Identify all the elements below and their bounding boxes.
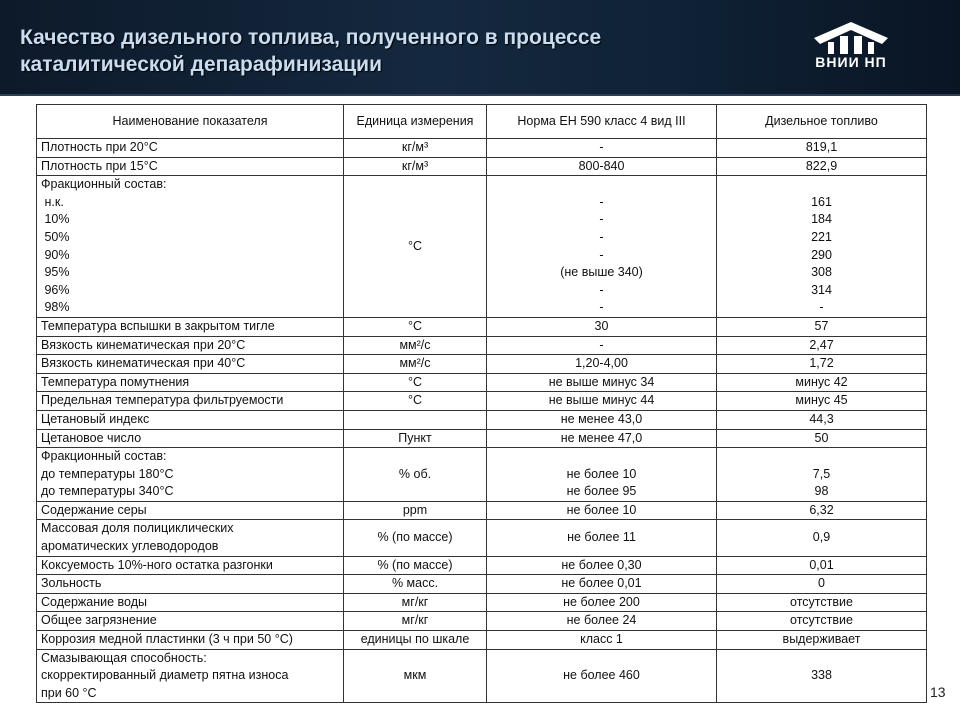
logo-text: ВНИИ НП <box>815 54 887 70</box>
column-header-norm: Норма ЕН 590 класс 4 вид III <box>487 105 717 139</box>
row-value-cell <box>717 176 927 318</box>
row-unit-cell <box>344 556 487 575</box>
row-unit-cell <box>344 336 487 355</box>
row-value-cell-text: 50 <box>814 430 829 445</box>
slide-title-line1: Качество дизельного топлива, полученного в процессе <box>20 26 602 49</box>
row-unit-cell <box>344 410 487 429</box>
row-name-cell <box>37 649 344 703</box>
row-unit-cell-text: % (по массе) <box>377 557 453 572</box>
row-value-cell <box>717 317 927 336</box>
row-unit-cell-text: °С <box>407 318 423 333</box>
row-unit-cell-text: кг/м³ <box>401 140 429 154</box>
row-norm-cell-text: не более 10 <box>566 502 637 517</box>
row-norm-cell-text: не более 0,01 <box>561 576 642 591</box>
row-norm-cell-text: не более 460 <box>563 668 640 683</box>
row-unit-cell <box>344 429 487 448</box>
table-row <box>37 649 927 703</box>
row-norm-cell-text: не более 11 <box>567 530 636 545</box>
row-norm-cell <box>487 157 717 176</box>
row-value-cell <box>717 410 927 429</box>
row-unit-cell <box>344 631 487 650</box>
table-row <box>37 593 927 612</box>
vnii-np-logo <box>796 20 906 78</box>
header-banner <box>0 0 960 96</box>
row-value-cell-text: 2,47 <box>809 337 834 352</box>
table-row <box>37 501 927 520</box>
row-norm-cell-text: - <box>599 337 604 352</box>
row-name-cell <box>37 520 344 556</box>
row-unit-cell <box>344 157 487 176</box>
row-norm-cell-text: - - - - (не выше 340) - - <box>560 194 643 315</box>
row-unit-cell <box>344 501 487 520</box>
table-row <box>37 139 927 158</box>
row-value-cell <box>717 448 927 502</box>
table-row <box>37 373 927 392</box>
row-name-cell-text: Вязкость кинематическая при 40°С <box>41 356 246 371</box>
row-value-cell-text: 1,72 <box>809 356 834 371</box>
row-unit-cell-text: кг/м³ <box>401 158 429 173</box>
row-name-cell <box>37 501 344 520</box>
row-unit-cell-text: Пункт <box>398 430 432 445</box>
row-norm-cell-text: не менее 43,0 <box>560 411 643 426</box>
row-norm-cell-text: не выше минус 34 <box>548 374 655 389</box>
row-value-cell-text: 338 <box>811 668 832 683</box>
row-unit-cell <box>344 575 487 594</box>
row-name-cell <box>37 373 344 392</box>
row-value-cell-text: 7,5 98 <box>812 466 831 499</box>
table-row <box>37 392 927 411</box>
row-name-cell <box>37 410 344 429</box>
table-row <box>37 176 927 318</box>
row-value-cell <box>717 355 927 374</box>
row-unit-cell <box>344 317 487 336</box>
row-value-cell-text: 44,3 <box>809 411 834 426</box>
row-value-cell-text: 6,32 <box>809 502 834 517</box>
row-unit-cell-text: единицы по шкале <box>360 632 470 647</box>
row-name-cell-text: Предельная температура фильтруемости <box>41 393 284 408</box>
row-unit-cell-text: ppm <box>402 502 428 517</box>
row-norm-cell <box>487 429 717 448</box>
row-name-cell-text: Фракционный состав: до температуры 180°С до температуры 340°С <box>41 449 174 499</box>
table-row <box>37 556 927 575</box>
row-value-cell-text: 822,9 <box>805 158 838 173</box>
row-value-cell-text: отсутствие <box>790 594 853 609</box>
row-norm-cell-text: 30 <box>594 318 609 333</box>
row-name-cell-text: Содержание воды <box>41 594 147 609</box>
row-norm-cell <box>487 501 717 520</box>
row-norm-cell-text: не более 0,30 <box>561 557 642 572</box>
row-value-cell-text: 0,01 <box>809 557 834 572</box>
row-value-cell <box>717 631 927 650</box>
row-unit-cell-text: мм²/с <box>399 356 431 371</box>
row-value-cell-text: 0 <box>818 576 825 591</box>
row-unit-cell-text: % об. <box>398 466 432 481</box>
table-row <box>37 157 927 176</box>
row-name-cell <box>37 593 344 612</box>
row-norm-cell-text: не более 10 не более 95 <box>566 466 637 499</box>
row-name-cell <box>37 139 344 158</box>
row-unit-cell <box>344 373 487 392</box>
row-norm-cell <box>487 612 717 631</box>
row-value-cell-text: минус 45 <box>795 393 848 408</box>
row-value-cell-text: отсутствие <box>790 613 853 628</box>
table-body <box>37 139 927 703</box>
row-norm-cell-text: не менее 47,0 <box>560 430 643 445</box>
row-unit-cell <box>344 355 487 374</box>
column-header-name: Наименование показателя <box>37 105 344 139</box>
row-value-cell-text: 57 <box>814 318 829 333</box>
row-norm-cell <box>487 373 717 392</box>
row-name-cell-text: Температура помутнения <box>41 374 190 389</box>
row-name-cell-text: Коксуемость 10%-ного остатка разгонки <box>41 557 273 572</box>
row-unit-cell-text: мг/кг <box>401 613 429 628</box>
row-unit-cell <box>344 176 487 318</box>
row-unit-cell-text: °С <box>407 374 423 389</box>
row-value-cell <box>717 649 927 703</box>
row-value-cell-text: выдерживает <box>782 632 861 647</box>
row-name-cell-text: Зольность <box>41 576 102 591</box>
row-unit-cell-text: °С <box>407 393 423 408</box>
row-name-cell-text: Плотность при 20°С <box>41 140 158 154</box>
table-row <box>37 429 927 448</box>
row-value-cell <box>717 575 927 594</box>
row-unit-cell <box>344 649 487 703</box>
row-name-cell <box>37 317 344 336</box>
row-name-cell <box>37 612 344 631</box>
row-norm-cell <box>487 520 717 556</box>
row-norm-cell <box>487 139 717 158</box>
row-norm-cell-text: 800-840 <box>578 158 625 173</box>
row-value-cell <box>717 392 927 411</box>
row-name-cell <box>37 336 344 355</box>
table-row <box>37 355 927 374</box>
row-name-cell-text: Температура вспышки в закрытом тигле <box>41 318 275 333</box>
row-norm-cell <box>487 392 717 411</box>
row-value-cell <box>717 593 927 612</box>
row-norm-cell-text: не более 200 <box>563 594 640 609</box>
row-unit-cell-text: °С <box>407 238 423 253</box>
row-name-cell-text: Фракционный состав: н.к. 10% 50% 90% 95% 96% 98% <box>41 177 167 315</box>
row-name-cell <box>37 575 344 594</box>
row-name-cell <box>37 556 344 575</box>
row-norm-cell <box>487 448 717 502</box>
row-norm-cell <box>487 336 717 355</box>
column-header-diesel: Дизельное топливо <box>717 105 927 139</box>
row-name-cell <box>37 355 344 374</box>
row-value-cell <box>717 373 927 392</box>
row-value-cell <box>717 139 927 158</box>
row-unit-cell-text: % (по массе) <box>377 530 453 545</box>
row-value-cell <box>717 520 927 556</box>
row-value-cell-text: 0,9 <box>812 530 831 545</box>
row-norm-cell <box>487 317 717 336</box>
row-value-cell <box>717 336 927 355</box>
row-norm-cell-text: не более 24 <box>566 613 637 628</box>
row-norm-cell <box>487 631 717 650</box>
row-name-cell <box>37 176 344 318</box>
row-norm-cell <box>487 649 717 703</box>
row-norm-cell-text: класс 1 <box>580 632 623 647</box>
row-value-cell <box>717 429 927 448</box>
table-row <box>37 448 927 502</box>
row-norm-cell <box>487 355 717 374</box>
row-unit-cell <box>344 520 487 556</box>
row-value-cell <box>717 612 927 631</box>
row-unit-cell <box>344 448 487 502</box>
table-row <box>37 575 927 594</box>
row-unit-cell-text: мкм <box>403 668 427 683</box>
slide-title <box>20 24 601 78</box>
row-name-cell <box>37 157 344 176</box>
row-norm-cell <box>487 593 717 612</box>
row-norm-cell-text: - <box>599 140 604 154</box>
table-row <box>37 631 927 650</box>
row-norm-cell-text: не выше минус 44 <box>548 393 655 408</box>
row-value-cell-text: 819,1 <box>805 140 838 154</box>
row-value-cell <box>717 501 927 520</box>
row-name-cell-text: Плотность при 15°С <box>41 158 158 173</box>
row-norm-cell <box>487 556 717 575</box>
row-norm-cell <box>487 410 717 429</box>
row-name-cell <box>37 392 344 411</box>
row-unit-cell-text: мг/кг <box>401 594 429 609</box>
fuel-quality-table <box>36 104 927 703</box>
row-name-cell-text: Цетановый индекс <box>41 411 150 426</box>
row-unit-cell-text: % масс. <box>391 576 439 591</box>
row-value-cell <box>717 556 927 575</box>
table-row <box>37 520 927 556</box>
row-name-cell <box>37 429 344 448</box>
row-unit-cell <box>344 392 487 411</box>
row-name-cell-text: Содержание серы <box>41 502 147 517</box>
row-norm-cell-text: 1,20-4,00 <box>575 356 628 371</box>
row-value-cell-text: минус 42 <box>795 374 848 389</box>
row-unit-cell-text: мм²/с <box>399 337 431 352</box>
table-header-row <box>37 105 927 139</box>
row-name-cell-text: Смазывающая способность: скорректированный диаметр пятна износа при 60 °С <box>41 650 289 700</box>
column-header-unit: Единица измерения <box>344 105 487 139</box>
row-value-cell <box>717 157 927 176</box>
row-unit-cell <box>344 612 487 631</box>
row-norm-cell <box>487 176 717 318</box>
row-unit-cell <box>344 593 487 612</box>
row-name-cell-text: Массовая доля полициклических ароматических углеводородов <box>41 521 234 554</box>
row-name-cell-text: Общее загрязнение <box>41 613 157 628</box>
table-row <box>37 410 927 429</box>
row-name-cell-text: Цетановое число <box>41 430 142 445</box>
table-row <box>37 612 927 631</box>
row-value-cell-text: 161 184 221 290 308 314 - <box>811 194 832 315</box>
table-row <box>37 317 927 336</box>
page-number: 13 <box>930 684 946 700</box>
row-unit-cell <box>344 139 487 158</box>
row-name-cell <box>37 631 344 650</box>
row-norm-cell <box>487 575 717 594</box>
table-row <box>37 336 927 355</box>
row-name-cell <box>37 448 344 502</box>
row-name-cell-text: Коррозия медной пластинки (3 ч при 50 °С) <box>41 632 293 647</box>
row-name-cell-text: Вязкость кинематическая при 20°С <box>41 337 246 352</box>
slide-title-line2: каталитической депарафинизации <box>20 53 383 76</box>
